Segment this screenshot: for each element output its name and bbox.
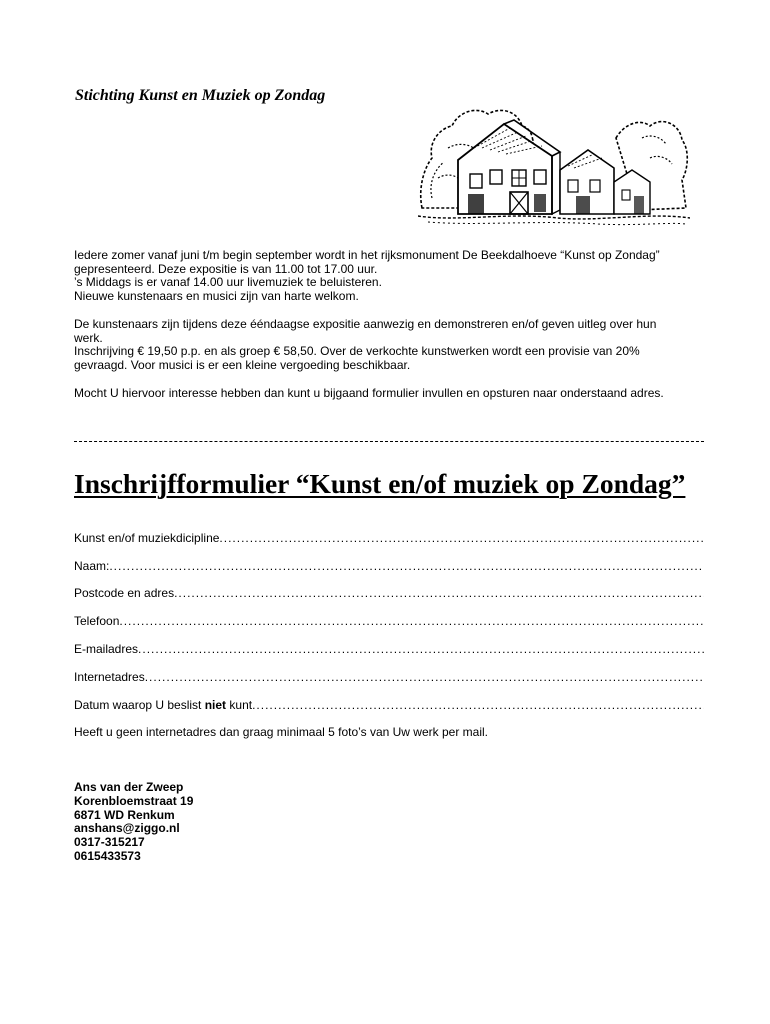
field-label: Internetadres: [74, 670, 145, 684]
fill-in-line[interactable]: [145, 670, 704, 684]
intro-line: Iedere zomer vanaf juni t/m begin september wordt in het rijksmonument De Beekdalhoeve “Kunst op Zondag”: [74, 248, 660, 262]
intro-line: ’s Middags is er vanaf 14.00 uur livemuziek te beluisteren.: [74, 275, 382, 290]
field-label: Kunst en/of muziekdicipline: [74, 531, 220, 545]
field-label: E-mailadres: [74, 642, 139, 656]
farmhouse-sketch-icon: [418, 98, 690, 226]
fill-in-line[interactable]: [174, 586, 704, 600]
field-label-emphasis: niet: [204, 698, 227, 712]
field-naam[interactable]: [74, 559, 704, 573]
intro-line: werk.: [74, 330, 103, 345]
return-address: [74, 781, 193, 864]
address-street: Korenbloemstraat 19: [74, 793, 194, 808]
field-internetadres[interactable]: [74, 670, 704, 684]
field-label: Naam:: [74, 559, 110, 573]
intro-line: De kunstenaars zijn tijdens deze ééndaagse expositie aanwezig en demonstreren en/of geven uitleg over hun: [74, 317, 657, 331]
fill-in-line[interactable]: [119, 614, 704, 628]
fill-in-line[interactable]: [138, 642, 704, 656]
intro-line: gevraagd. Voor musici is er een kleine vergoeding beschikbaar.: [74, 357, 411, 372]
fill-in-line[interactable]: [252, 698, 704, 712]
fill-in-line[interactable]: [109, 559, 704, 573]
field-email[interactable]: [74, 642, 704, 656]
intro-paragraph-2: [74, 318, 724, 372]
fill-in-line[interactable]: [219, 531, 704, 545]
intro-line: Nieuwe kunstenaars en musici zijn van harte welkom.: [74, 288, 359, 303]
intro-line: gepresenteerd. Deze expositie is van 11.00 tot 17.00 uur.: [74, 261, 378, 276]
field-label: Telefoon: [74, 614, 120, 628]
field-postcode-adres[interactable]: [74, 586, 704, 600]
intro-paragraph-3: [74, 387, 724, 401]
address-mobile: 0615433573: [74, 848, 141, 863]
cut-line-separator: [74, 441, 704, 442]
field-telefoon[interactable]: [74, 614, 704, 628]
field-datum[interactable]: [74, 698, 704, 712]
intro-paragraph-1: [74, 249, 724, 303]
address-city: 6871 WD Renkum: [74, 807, 175, 822]
address-email[interactable]: anshans@ziggo.nl: [74, 821, 180, 836]
field-label-pre: Datum waarop U beslist: [74, 698, 205, 712]
form-title: Inschrijfformulier “Kunst en/of muziek op Zondag”: [74, 468, 686, 499]
intro-line: Inschrijving € 19,50 p.p. en als groep € 58,50. Over de verkochte kunstwerken wordt een provisie van 20%: [74, 344, 640, 359]
photo-note: Heeft u geen internetadres dan graag minimaal 5 foto’s van Uw werk per mail.: [74, 725, 488, 739]
field-label: Postcode en adres: [74, 586, 175, 600]
intro-line: Mocht U hiervoor interesse hebben dan kunt u bijgaand formulier invullen en opsturen naar onderstaand adres.: [74, 386, 664, 400]
address-name: Ans van der Zweep: [74, 780, 184, 794]
organization-title: Stichting Kunst en Muziek op Zondag: [75, 87, 326, 104]
field-discipline[interactable]: [74, 531, 704, 545]
address-phone: 0317-315217: [74, 835, 145, 850]
field-label-post: kunt: [226, 698, 253, 712]
field-label: [74, 698, 252, 712]
